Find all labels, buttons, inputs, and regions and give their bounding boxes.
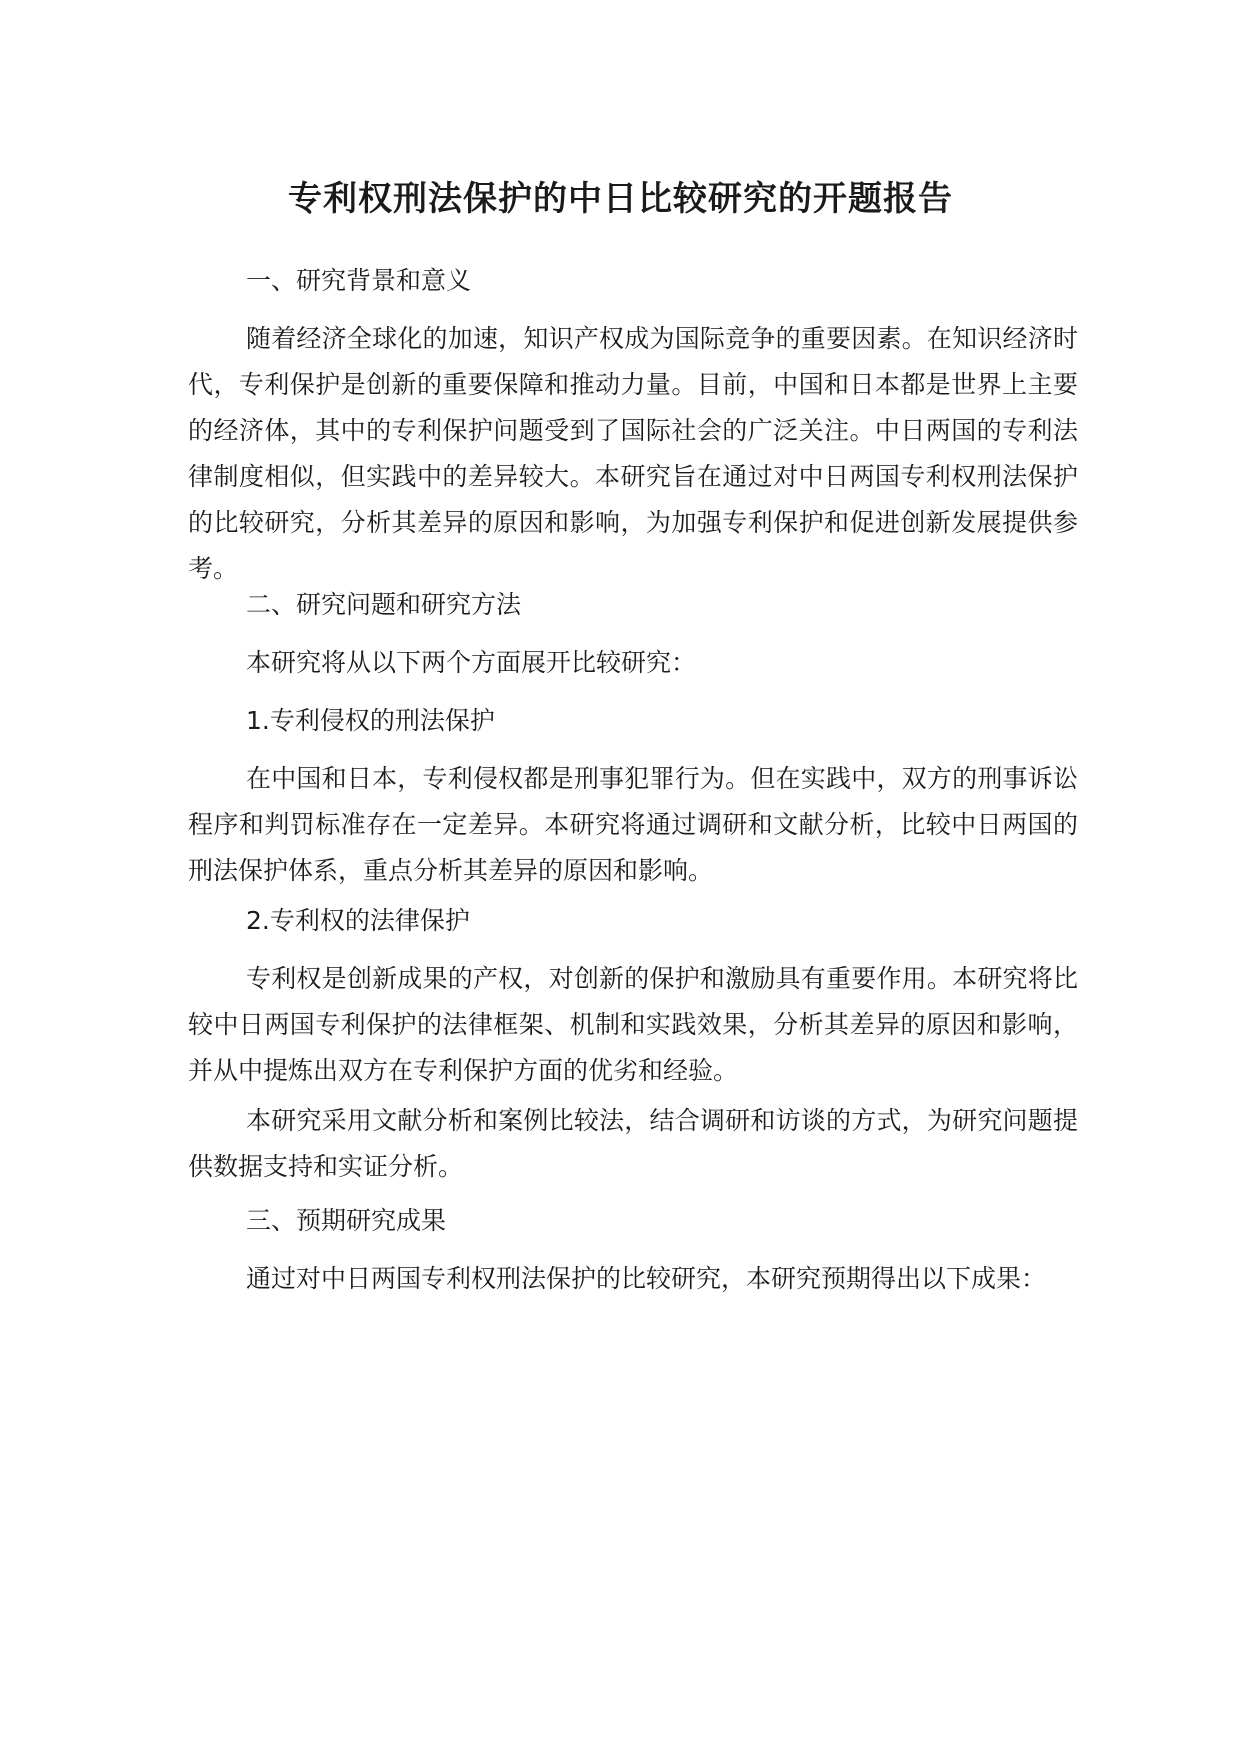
paragraph-background: 随着经济全球化的加速，知识产权成为国际竞争的重要因素。在知识经济时代，专利保护是创新的重要保障和推动力量。目前，中国和日本都是世界上主要的经济体，其中的专利保护问题受到了国际社会的广泛关注。中日两国的专利法律制度相似，但实践中的差异较大。本研究旨在通过对中日两国专利权刑法保护的比较研究，分析其差异的原因和影响，为加强专利保护和促进创新发展提供参考。	[188, 324, 1078, 583]
document-title: 专利权刑法保护的中日比较研究的开题报告	[288, 179, 953, 219]
subheading-item-2: 2.专利权的法律保护	[246, 906, 470, 935]
paragraph-research-method: 本研究采用文献分析和案例比较法，结合调研和访谈的方式，为研究问题提供数据支持和实证分析。	[188, 1106, 1078, 1181]
paragraph-methods-intro: 本研究将从以下两个方面展开比较研究：	[246, 648, 697, 677]
paragraph-item-1: 在中国和日本，专利侵权都是刑事犯罪行为。但在实践中，双方的刑事诉讼程序和判罚标准存在一定差异。本研究将通过调研和文献分析，比较中日两国的刑法保护体系，重点分析其差异的原因和影响。	[188, 764, 1078, 885]
subheading-item-1: 1.专利侵权的刑法保护	[246, 706, 495, 735]
section-heading-expected-results: 三、预期研究成果	[246, 1206, 447, 1235]
section-heading-background: 一、研究背景和意义	[246, 266, 472, 295]
paragraph-expected-results: 通过对中日两国专利权刑法保护的比较研究，本研究预期得出以下成果：	[246, 1264, 1047, 1293]
section-heading-methods: 二、研究问题和研究方法	[246, 590, 522, 619]
paragraph-item-2: 专利权是创新成果的产权，对创新的保护和激励具有重要作用。本研究将比较中日两国专利保护的法律框架、机制和实践效果，分析其差异的原因和影响，并从中提炼出双方在专利保护方面的优劣和经验。	[188, 964, 1078, 1085]
